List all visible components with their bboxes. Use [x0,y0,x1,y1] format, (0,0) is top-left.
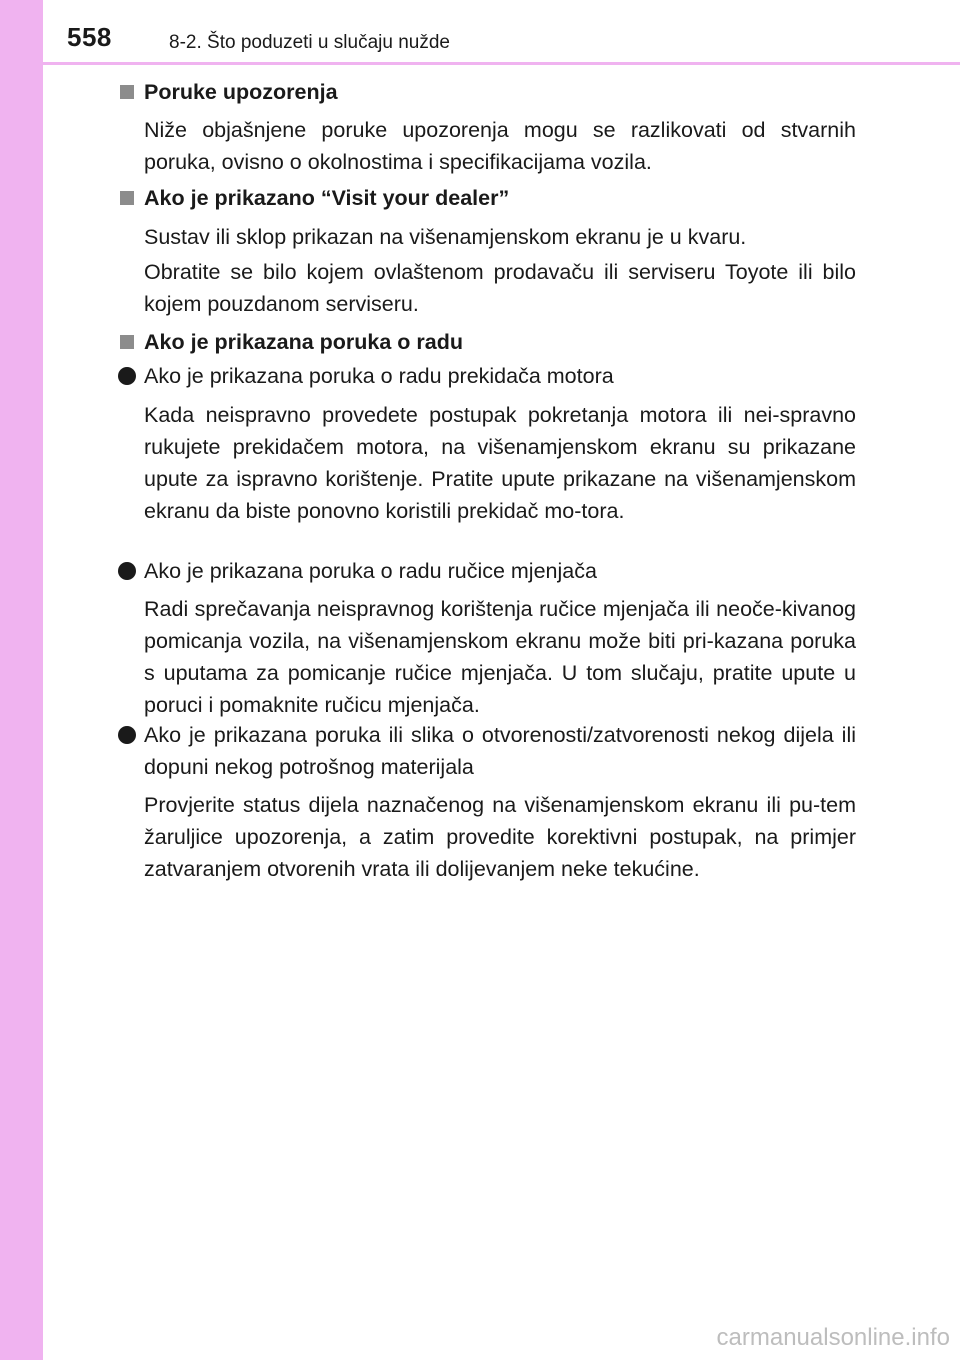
bullet-item-engine-switch [144,360,856,392]
bullet-item-shift-lever [144,555,856,587]
bullet-text: Ako je prikazana poruka o radu prekidača motora [144,364,614,388]
section-heading-operation-message [144,326,856,358]
round-bullet-icon [118,562,136,580]
bullet-item-open-closed [144,719,856,783]
watermark-text: carmanualsonline.info [716,1324,950,1351]
paragraph: Provjerite status dijela naznačenog na višenamjenskom ekranu ili pu-tem žaruljice upozorenja, a zatim provedite korektivni postupak, na primjer zatvaranjem otvorenih vrata ili dolijevanjem neke tekućine. [144,793,856,881]
paragraph: Sustav ili sklop prikazan na višenamjenskom ekranu je u kvaru. [144,225,747,249]
paragraph: Niže objašnjene poruke upozorenja mogu se razlikovati od stvarnih poruka, ovisno o okolnostima i specifikacijama vozila. [144,118,856,174]
square-bullet-icon [120,85,134,99]
paragraph: Kada neispravno provedete postupak pokretanja motora ili nei-spravno rukujete prekidačem motora, na višenamjenskom ekranu su prikazane upute za ispravno korištenje. Pratite upute prikazane na višenamjenskom ekranu da biste ponovno koristili prekidač mo-tora. [144,403,856,523]
page-number: 558 [67,22,112,52]
square-bullet-icon [120,335,134,349]
square-bullet-icon [120,191,134,205]
paragraph: Obratite se bilo kojem ovlaštenom prodavaču ili serviseru Toyote ili bilo kojem pouzdanom serviseru. [144,260,856,316]
section-heading-visit-dealer [144,182,856,214]
heading-text: Poruke upozorenja [144,80,338,104]
section-heading-warning-messages [144,76,856,108]
heading-text: Ako je prikazano “Visit your dealer” [144,186,510,210]
bullet-text: Ako je prikazana poruka ili slika o otvorenosti/zatvorenosti nekog dijela ili dopuni nekog potrošnog materijala [144,723,856,779]
heading-text: Ako je prikazana poruka o radu [144,330,464,354]
bullet-text: Ako je prikazana poruka o radu ručice mjenjača [144,559,597,583]
chapter-title: 8-2. Što poduzeti u slučaju nužde [169,32,450,53]
paragraph: Radi sprečavanja neispravnog korištenja ručice mjenjača ili neoče-kivanog pomicanja vozila, na višenamjenskom ekranu može biti pri-kazana poruka s uputama za pomicanje ručice mjenjača. U tom slučaju, pratite upute u poruci i pomaknite ručicu mjenjača. [144,597,856,717]
round-bullet-icon [118,367,136,385]
round-bullet-icon [118,726,136,744]
